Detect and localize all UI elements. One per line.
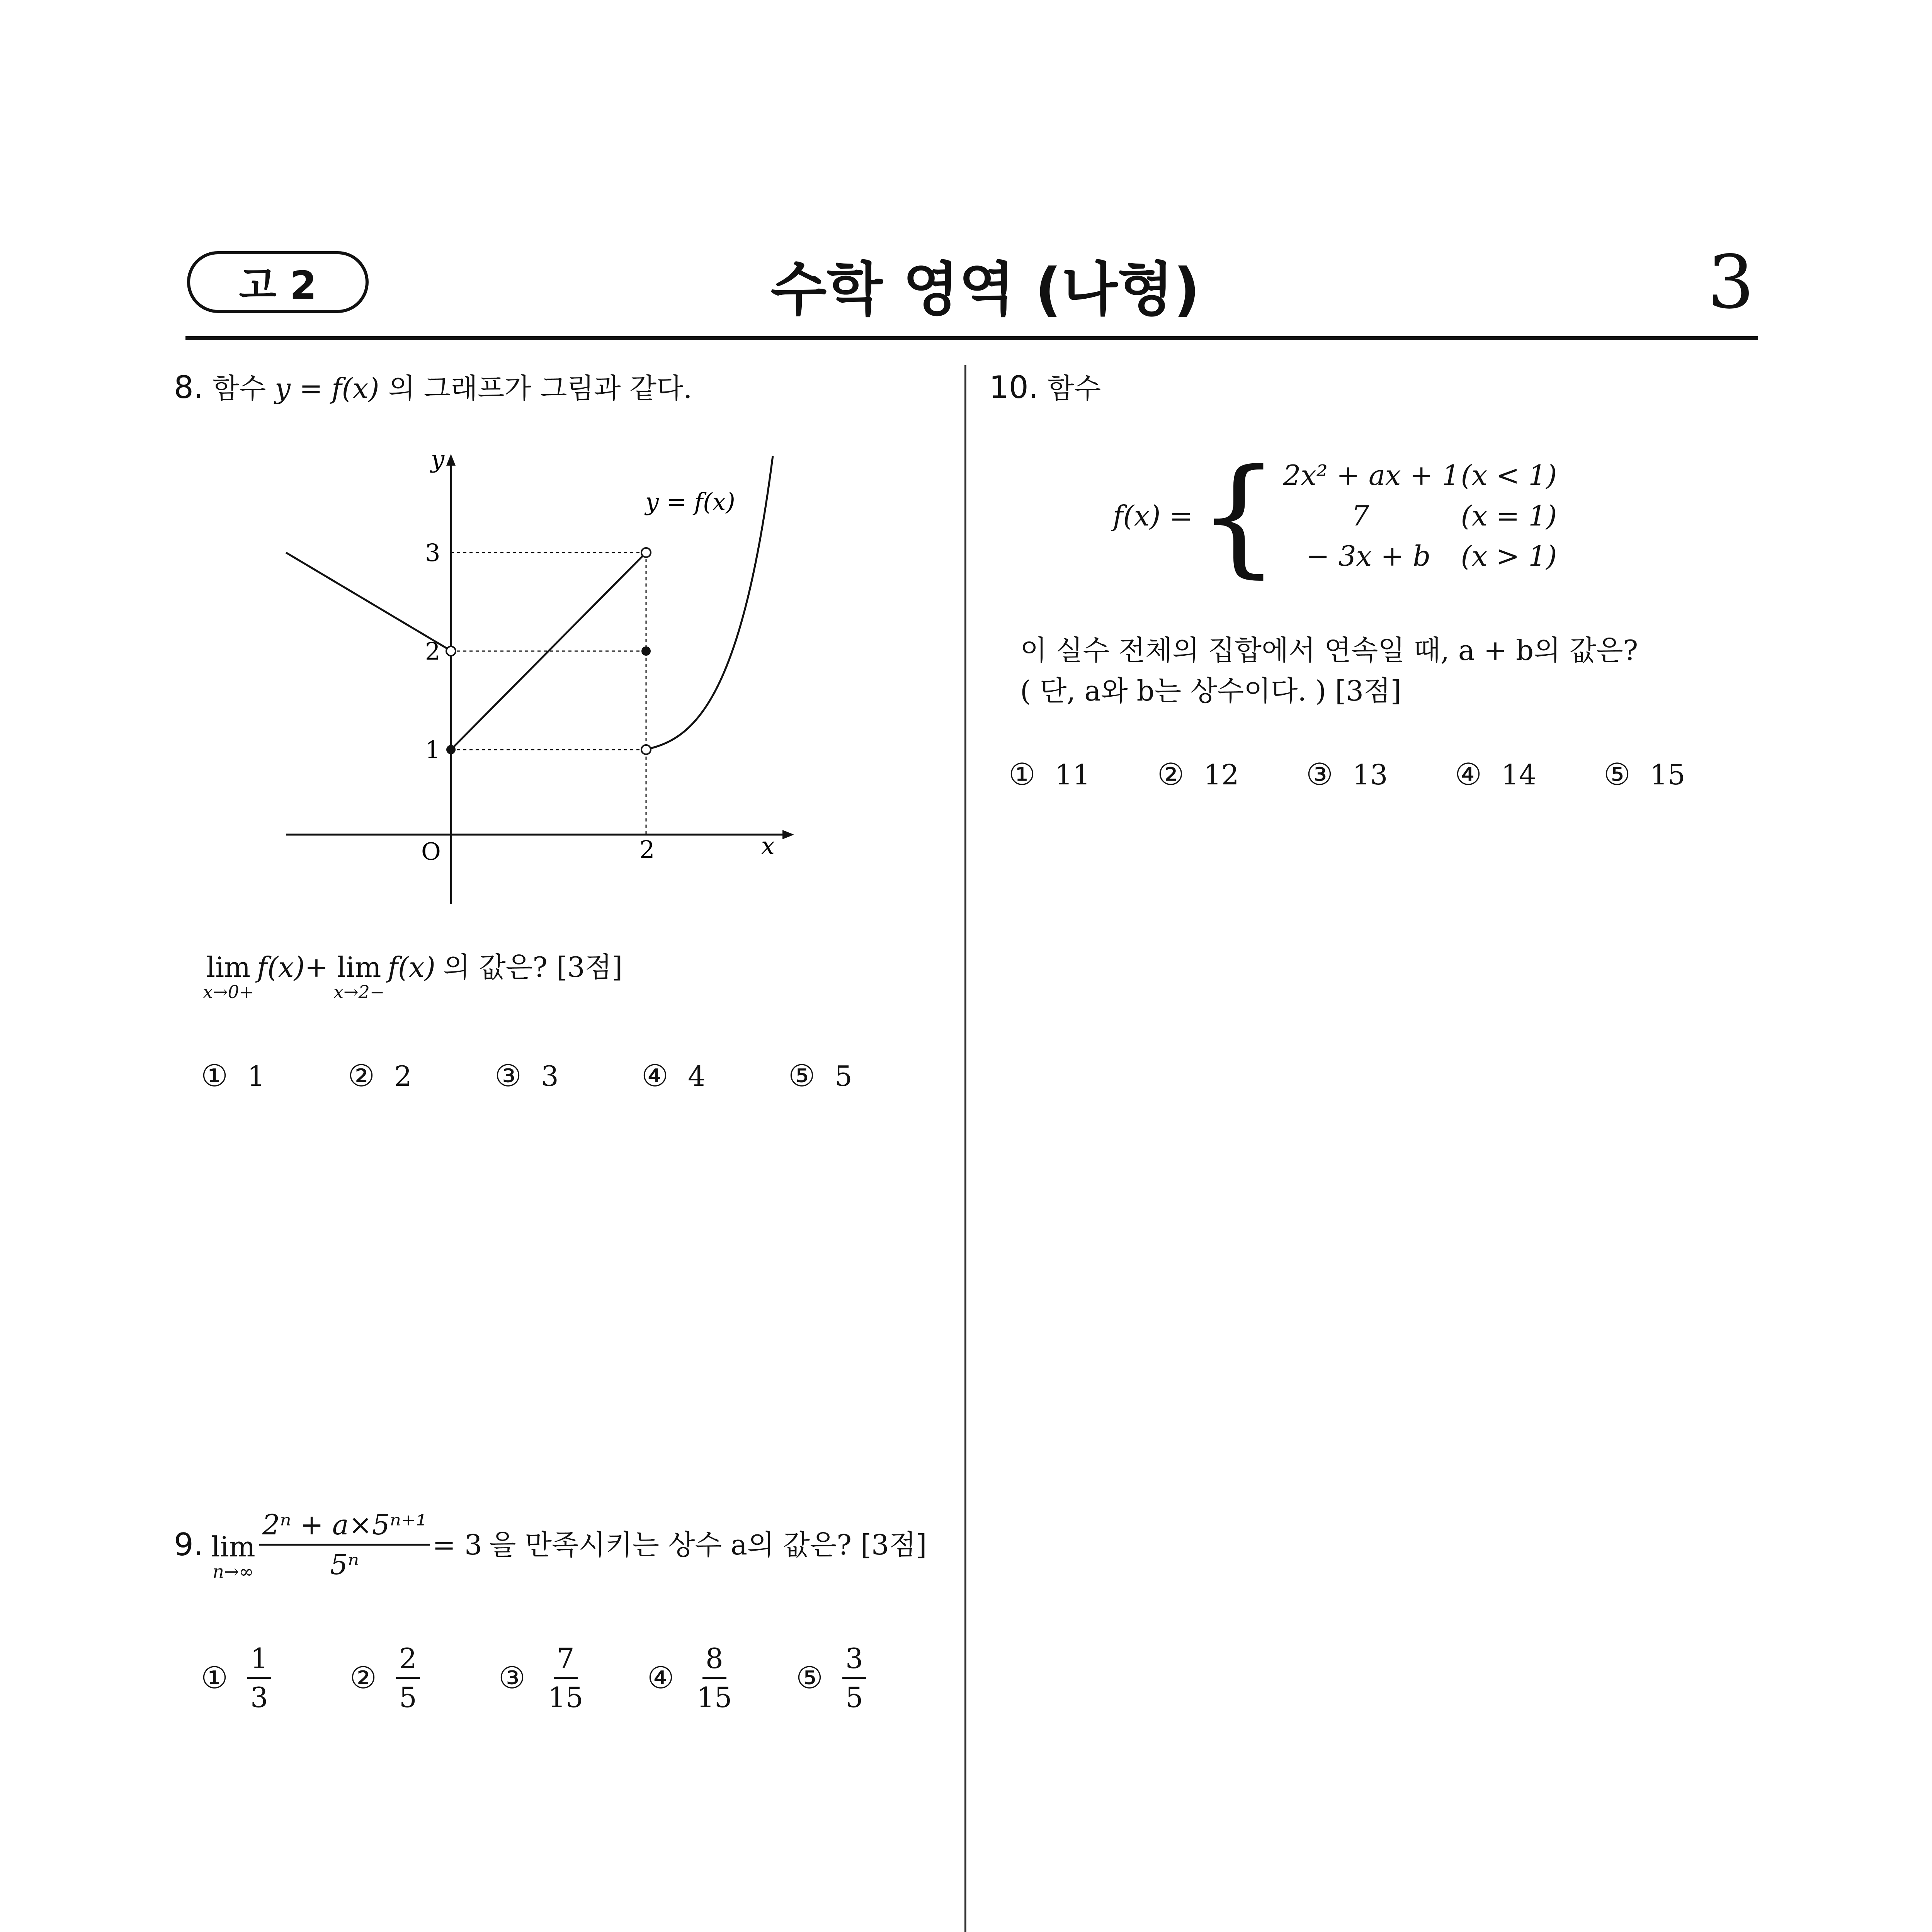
q9-choice-2[interactable]: ② $\frac{2}{5}$	[350, 1642, 498, 1714]
q8-tail: 의 값은? [3점]	[443, 951, 623, 983]
guide-lines	[451, 553, 646, 835]
q8-prompt-pre: 함수	[212, 372, 266, 405]
y-tick-1: 1	[425, 736, 440, 764]
q10-case-2-expr: 7	[1351, 499, 1369, 532]
y-tick-3: 3	[425, 539, 440, 567]
q9-choice-5[interactable]: ⑤ $\frac{3}{5}$	[796, 1642, 912, 1714]
q10-case-3-cond: (x > 1)	[1461, 540, 1557, 573]
q10-case-2-cond: (x = 1)	[1461, 499, 1557, 532]
q8-prompt-func: y = f(x)	[275, 372, 379, 405]
q8-f2: f(x)	[388, 951, 435, 983]
q10-line-1: 이 실수 전체의 집합에서 연속일 때, a + b의 값은?	[1020, 634, 1638, 667]
open-point-0-2	[446, 646, 456, 656]
q8-prompt	[174, 369, 692, 406]
q8-expression	[203, 951, 622, 1003]
open-point-2-1	[641, 745, 651, 754]
origin-label: O	[421, 837, 441, 866]
q10-choice-4[interactable]: ④ 14	[1455, 757, 1537, 792]
q9-number: 9.	[174, 1526, 204, 1563]
graph-left-segment	[286, 553, 448, 649]
q10-case-1-cond: (x < 1)	[1461, 459, 1557, 492]
q8-lim-2: lim x→2−	[333, 951, 385, 1003]
q10-line-2: ( 단, a와 b는 상수이다. ) [3점]	[1020, 675, 1401, 707]
q10-brace: {	[1198, 442, 1279, 590]
curve-label: y = f(x)	[645, 488, 735, 516]
open-point-2-3	[641, 548, 651, 557]
x-axis-label: x	[761, 832, 775, 860]
q9-lim: lim n→∞	[211, 1531, 255, 1582]
q10-choices	[1009, 757, 1719, 792]
q9-choices	[201, 1642, 912, 1714]
q10-choice-2[interactable]: ② 12	[1157, 757, 1239, 792]
q8-number: 8.	[174, 369, 204, 405]
graph-middle-segment	[451, 555, 644, 750]
page-title: 수학 영역 (나형)	[770, 256, 1200, 323]
grade-badge: 고 2	[187, 251, 369, 313]
q9-equals: = 3	[432, 1528, 482, 1561]
q9-choice-4[interactable]: ④ $\frac{8}{15}$	[647, 1642, 732, 1714]
q10-prompt	[989, 369, 1101, 406]
header-divider	[185, 336, 1758, 340]
q9-tail: 을 만족시키는 상수 a의 값은? [3점]	[489, 1528, 927, 1561]
closed-point-2-2	[641, 646, 651, 656]
q8-choices	[201, 1059, 904, 1094]
q8-graph	[270, 444, 831, 920]
y-axis-arrow	[446, 454, 456, 466]
q9-prompt	[174, 1507, 927, 1583]
x-tick-2: 2	[639, 835, 655, 864]
q8-choice-4[interactable]: ④ 4	[641, 1059, 706, 1094]
q8-prompt-post: 의 그래프가 그림과 같다.	[388, 372, 692, 405]
q10-case-3-expr: − 3x + b	[1306, 540, 1431, 573]
y-tick-2: 2	[425, 637, 440, 665]
q10-prompt-text: 함수	[1047, 372, 1101, 405]
q10-case-1-expr: 2x² + ax + 1	[1283, 459, 1460, 492]
q10-func-lhs: f(x) =	[1113, 499, 1193, 532]
y-axis-label: y	[431, 445, 445, 473]
q10-choice-3[interactable]: ③ 13	[1306, 757, 1388, 792]
page-number: 3	[1708, 240, 1754, 325]
q10-choice-5[interactable]: ⑤ 15	[1604, 757, 1685, 792]
closed-point-0-1	[446, 745, 456, 754]
q9-fraction	[259, 1508, 430, 1582]
q8-lim-1: lim x→0+	[203, 951, 254, 1003]
q10-function	[1113, 442, 1557, 590]
q8-choice-5[interactable]: ⑤ 5	[788, 1059, 852, 1094]
q8-f1: f(x)+	[257, 951, 328, 983]
q9-choice-1[interactable]: ① $\frac{1}{3}$	[201, 1642, 350, 1714]
q10-choice-1[interactable]: ① 11	[1009, 757, 1090, 792]
q9-choice-3[interactable]: ③ $\frac{7}{15}$	[498, 1642, 583, 1714]
q8-choice-2[interactable]: ② 2	[348, 1059, 412, 1094]
x-axis-arrow	[782, 830, 794, 839]
q8-choice-3[interactable]: ③ 3	[495, 1059, 559, 1094]
q10-number: 10.	[989, 369, 1039, 405]
q9-denominator: 5ⁿ	[330, 1548, 359, 1581]
q8-choice-1[interactable]: ① 1	[201, 1059, 265, 1094]
q10-cases	[1283, 459, 1557, 573]
column-divider	[964, 365, 966, 1932]
q9-numerator: 2ⁿ + a×5ⁿ⁺¹	[259, 1508, 430, 1546]
